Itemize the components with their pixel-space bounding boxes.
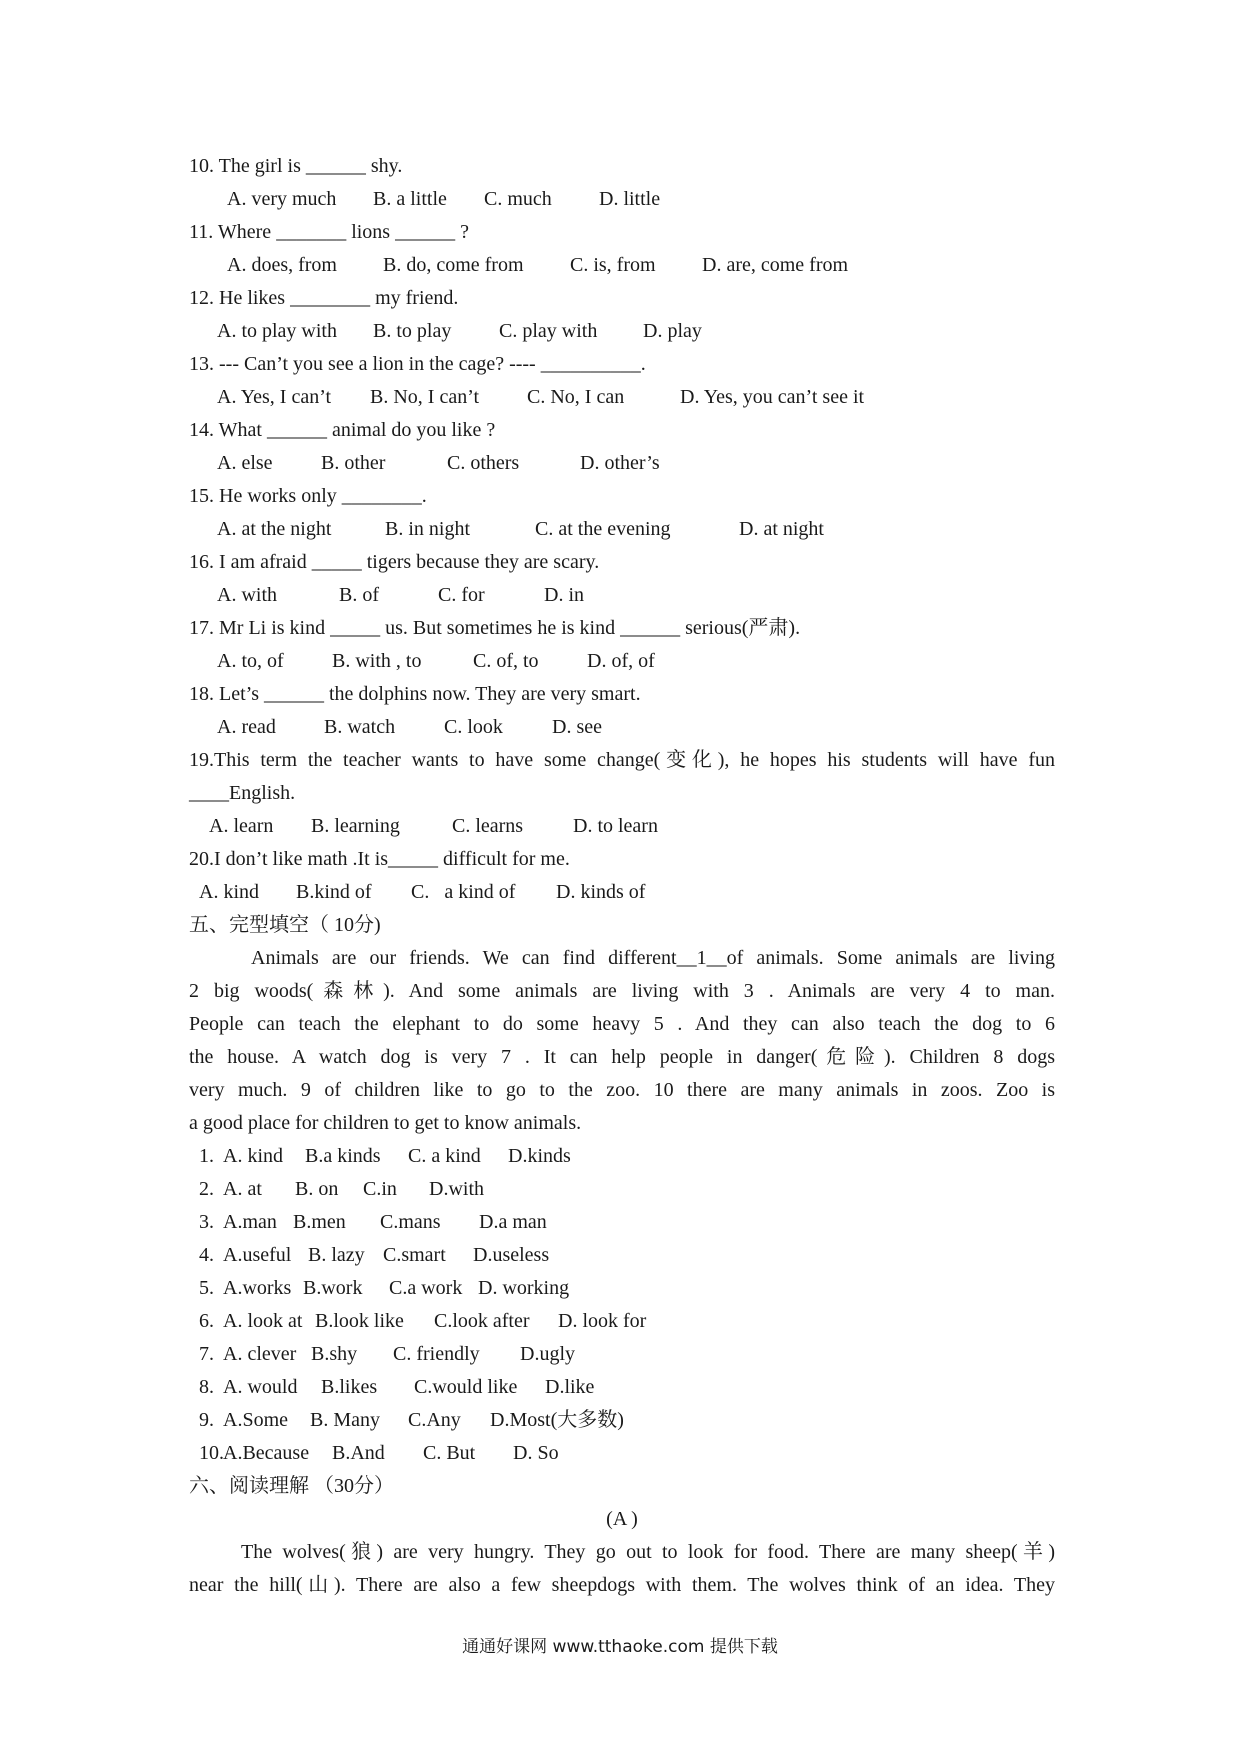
option-d: D. kinds of — [556, 881, 646, 903]
option-d: D. working — [478, 1277, 570, 1299]
option-b: B. Many — [310, 1409, 380, 1431]
option-a: A. to play with — [217, 320, 337, 342]
option-b: B. of — [339, 584, 379, 606]
option-d: D. at night — [739, 518, 824, 540]
question-11: 11. Where _______ lions ______ ? — [189, 221, 469, 243]
question-19-line-2: ____English. — [189, 782, 296, 804]
choice-number: 9. — [199, 1409, 214, 1431]
option-c: C. look — [444, 716, 503, 738]
question-17: 17. Mr Li is kind _____ us. But sometimes he is kind ______ serious(严肃). — [189, 617, 801, 639]
option-c: C.look after — [434, 1310, 530, 1332]
choice-number: 6. — [199, 1310, 214, 1332]
cloze-passage-line-6: a good place for children to get to know animals. — [189, 1112, 582, 1134]
option-b: B. lazy — [308, 1244, 365, 1266]
option-a: A. at — [223, 1178, 262, 1200]
option-a: A. kind — [223, 1145, 283, 1167]
question-12: 12. He likes ________ my friend. — [189, 287, 459, 309]
cloze-passage-line-4: the house. A watch dog is very 7 . It can help people in danger(危险). Children 8 dogs — [189, 1046, 1055, 1068]
option-d: D.like — [545, 1376, 595, 1398]
option-a: A. does, from — [227, 254, 337, 276]
passage-a-heading: (A ) — [606, 1508, 638, 1530]
option-b: B. to play — [373, 320, 452, 342]
question-10: 10. The girl is ______ shy. — [189, 155, 403, 177]
question-15: 15. He works only ________. — [189, 485, 427, 507]
option-a: A.man — [223, 1211, 277, 1233]
option-c: C. learns — [452, 815, 524, 837]
option-a: A.Because — [223, 1442, 310, 1464]
reading-passage-line-2: near the hill(山). There are also a few sheepdogs with them. The wolves think of an idea. They — [189, 1574, 1055, 1596]
option-c: C. is, from — [570, 254, 656, 276]
option-d: D. little — [599, 188, 661, 210]
reading-passage-line-1: The wolves(狼) are very hungry. They go out to look for food. There are many sheep(羊) — [241, 1541, 1055, 1563]
question-14-options — [189, 447, 1055, 480]
option-c: C. play with — [499, 320, 598, 342]
option-a: A. would — [223, 1376, 298, 1398]
section-6-title: 六、阅读理解 （30分） — [189, 1475, 394, 1497]
option-b: B. watch — [324, 716, 396, 738]
option-a: A. else — [217, 452, 273, 474]
option-a: A. with — [217, 584, 277, 606]
option-c: C. others — [447, 452, 520, 474]
option-a: A. clever — [223, 1343, 297, 1365]
option-b: B.a kinds — [305, 1145, 381, 1167]
choice-number: 7. — [199, 1343, 214, 1365]
option-b: B. other — [321, 452, 386, 474]
option-d: D. Yes, you can’t see it — [680, 386, 865, 408]
option-c: C. No, I can — [527, 386, 625, 408]
option-b: B. learning — [311, 815, 400, 837]
question-20-options — [189, 876, 1055, 909]
cloze-passage-line-1: Animals are our friends. We can find different__1__of animals. Some animals are living — [251, 947, 1055, 969]
option-b: B.kind of — [296, 881, 372, 903]
option-a: A. very much — [227, 188, 337, 210]
option-d: D.Most(大多数) — [490, 1409, 624, 1431]
cloze-choice-1 — [189, 1140, 1055, 1173]
option-b: B. a little — [373, 188, 447, 210]
option-d: D. look for — [558, 1310, 647, 1332]
cloze-choice-5 — [189, 1272, 1055, 1305]
option-a: A. read — [217, 716, 276, 738]
option-c: C.smart — [383, 1244, 446, 1266]
question-19-options — [189, 810, 1055, 843]
option-c: C.in — [363, 1178, 397, 1200]
option-c: C. for — [438, 584, 485, 606]
option-d: D. see — [552, 716, 602, 738]
question-11-options — [189, 249, 1055, 282]
cloze-passage-line-2: 2 big woods(森林). And some animals are living with 3 . Animals are very 4 to man. — [189, 980, 1055, 1002]
question-13: 13. --- Can’t you see a lion in the cage? ---- __________. — [189, 353, 646, 375]
question-12-options — [189, 315, 1055, 348]
cloze-passage-line-5: very much. 9 of children like to go to the zoo. 10 there are many animals in zoos. Zoo is — [189, 1079, 1055, 1101]
option-b: B.men — [293, 1211, 346, 1233]
option-b: B.shy — [311, 1343, 358, 1365]
cloze-choice-10 — [189, 1437, 1055, 1470]
option-b: B. in night — [385, 518, 471, 540]
option-c: C. at the evening — [535, 518, 671, 540]
option-d: D.ugly — [520, 1343, 575, 1365]
question-15-options — [189, 513, 1055, 546]
choice-number: 3. — [199, 1211, 214, 1233]
option-d: D. are, come from — [702, 254, 849, 276]
question-19-line-1: 19.This term the teacher wants to have some change(变化), he hopes his students will have fun — [189, 749, 1055, 771]
choice-number: 2. — [199, 1178, 214, 1200]
cloze-passage-line-3: People can teach the elephant to do some heavy 5 . And they can also teach the dog to 6 — [189, 1013, 1055, 1035]
exam-page — [189, 150, 1055, 1602]
question-16-options — [189, 579, 1055, 612]
option-b: B. with , to — [332, 650, 422, 672]
choice-number: 5. — [199, 1277, 214, 1299]
option-a: A. Yes, I can’t — [217, 386, 332, 408]
option-a: A. at the night — [217, 518, 332, 540]
option-d: D. in — [544, 584, 584, 606]
option-c: C. a kind of — [411, 881, 516, 903]
option-d: D.with — [429, 1178, 484, 1200]
cloze-choice-7 — [189, 1338, 1055, 1371]
option-b: B.And — [332, 1442, 385, 1464]
cloze-choice-6 — [189, 1305, 1055, 1338]
option-b: B. No, I can’t — [370, 386, 480, 408]
option-d: D.kinds — [508, 1145, 571, 1167]
option-d: D.a man — [479, 1211, 547, 1233]
cloze-choice-4 — [189, 1239, 1055, 1272]
option-d: D. other’s — [580, 452, 660, 474]
question-16: 16. I am afraid _____ tigers because they are scary. — [189, 551, 600, 573]
option-c: C. friendly — [393, 1343, 480, 1365]
option-b: B.work — [303, 1277, 363, 1299]
question-14: 14. What ______ animal do you like ? — [189, 419, 496, 441]
option-b: B. do, come from — [383, 254, 524, 276]
option-c: C.a work — [389, 1277, 463, 1299]
option-a: A.useful — [223, 1244, 292, 1266]
cloze-choice-8 — [189, 1371, 1055, 1404]
option-d: D. of, of — [587, 650, 655, 672]
option-a: A.works — [223, 1277, 292, 1299]
option-a: A.Some — [223, 1409, 288, 1431]
option-c: C.would like — [414, 1376, 518, 1398]
option-c: C. But — [423, 1442, 476, 1464]
choice-number: 8. — [199, 1376, 214, 1398]
option-a: A. look at — [223, 1310, 303, 1332]
option-b: B.likes — [321, 1376, 378, 1398]
option-d: D.useless — [473, 1244, 550, 1266]
question-20: 20.I don’t like math .It is_____ difficult for me. — [189, 848, 570, 870]
option-b: B.look like — [315, 1310, 404, 1332]
option-d: D. play — [643, 320, 702, 342]
option-a: A. to, of — [217, 650, 284, 672]
option-a: A. kind — [199, 881, 259, 903]
option-c: C. of, to — [473, 650, 539, 672]
choice-number: 10. — [199, 1442, 224, 1464]
question-18-options — [189, 711, 1055, 744]
option-c: C. much — [484, 188, 552, 210]
option-c: C.Any — [408, 1409, 461, 1431]
question-13-options — [189, 381, 1055, 414]
section-5-title: 五、完型填空（ 10分) — [189, 914, 381, 936]
page-footer: 通通好课网 www.tthaoke.com 提供下载 — [462, 1637, 778, 1657]
cloze-choice-9 — [189, 1404, 1055, 1437]
option-a: A. learn — [209, 815, 274, 837]
option-d: D. So — [513, 1442, 559, 1464]
option-c: C. a kind — [408, 1145, 481, 1167]
choice-number: 1. — [199, 1145, 214, 1167]
choice-number: 4. — [199, 1244, 214, 1266]
question-18: 18. Let’s ______ the dolphins now. They are very smart. — [189, 683, 641, 705]
cloze-choice-3 — [189, 1206, 1055, 1239]
option-d: D. to learn — [573, 815, 658, 837]
option-c: C.mans — [380, 1211, 441, 1233]
option-b: B. on — [295, 1178, 339, 1200]
cloze-choice-2 — [189, 1173, 1055, 1206]
question-17-options — [189, 645, 1055, 678]
question-10-options — [189, 183, 1055, 216]
